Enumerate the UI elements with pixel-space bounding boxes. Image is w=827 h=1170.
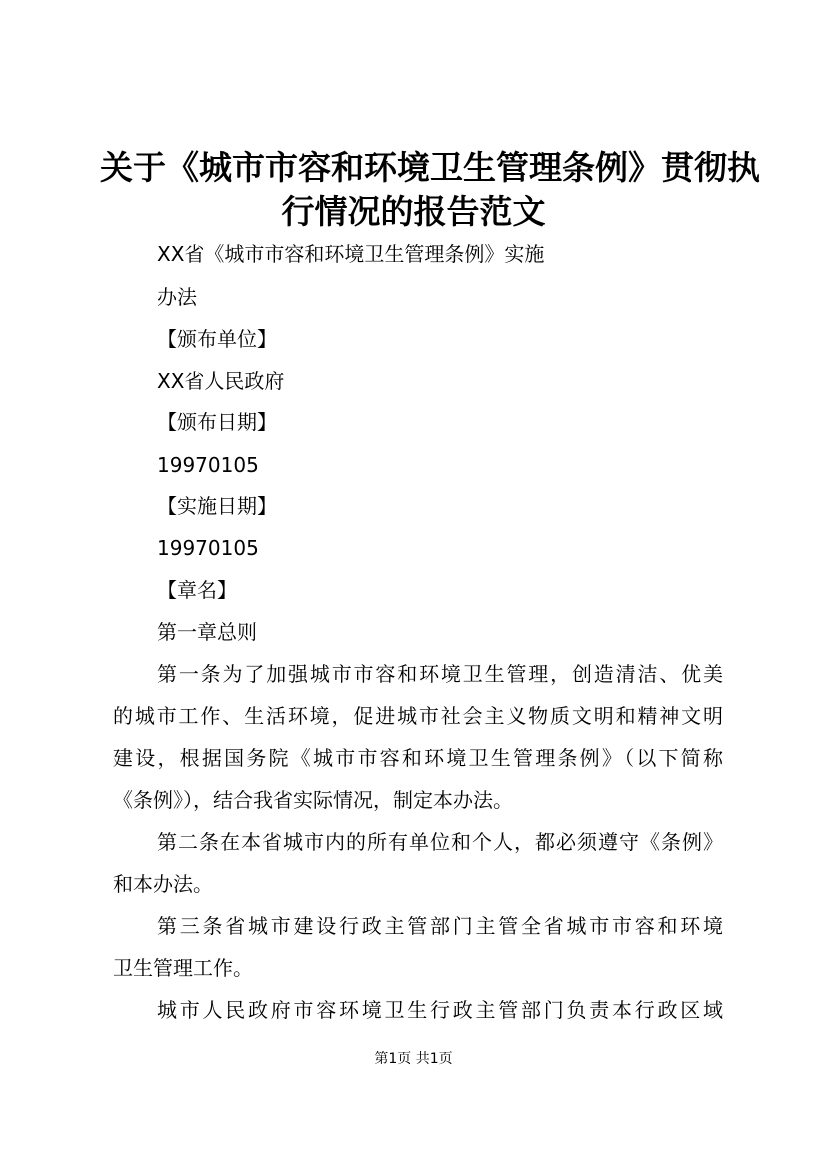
subtitle-line-2: 办法 [157,285,197,309]
article-1-line-1: 第一条为了加强城市市容和环境卫生管理，创造清洁、优美 [157,662,723,686]
page-footer: 第1页 共1页 [374,1051,453,1067]
article-1-line-2: 的城市工作、生活环境，促进城市社会主义物质文明和精神文明 [113,704,723,728]
article-2-line-1: 第二条在本省城市内的所有单位和个人，都必须遵守《条例》 [157,830,723,854]
issuer-value: XX省人民政府 [157,369,285,393]
document-title-line-1: 关于《城市市容和环境卫生管理条例》贯彻执 [100,148,760,187]
issuer-label: 【颁布单位】 [157,327,277,351]
article-1-line-4: 《条例》），结合我省实际情况，制定本办法。 [113,788,513,812]
article-3-line-2: 卫生管理工作。 [113,956,253,980]
article-3-paragraph-2-line-1: 城市人民政府市容环境卫生行政主管部门负责本行政区域 [157,998,723,1022]
article-2-line-2: 和本办法。 [113,872,213,896]
chapter-name: 第一章总则 [157,620,257,644]
chapter-label: 【章名】 [157,578,237,602]
subtitle-line-1: XX省《城市市容和环境卫生管理条例》实施 [157,242,545,266]
document-title-line-2: 行情况的报告范文 [281,192,546,231]
issue-date-value: 19970105 [157,453,259,477]
issue-date-label: 【颁布日期】 [157,410,277,434]
effective-date-label: 【实施日期】 [157,494,277,518]
article-3-line-1: 第三条省城市建设行政主管部门主管全省城市市容和环境 [157,914,723,938]
article-1-line-3: 建设，根据国务院《城市市容和环境卫生管理条例》（以下简称 [113,746,723,770]
effective-date-value: 19970105 [157,536,259,560]
